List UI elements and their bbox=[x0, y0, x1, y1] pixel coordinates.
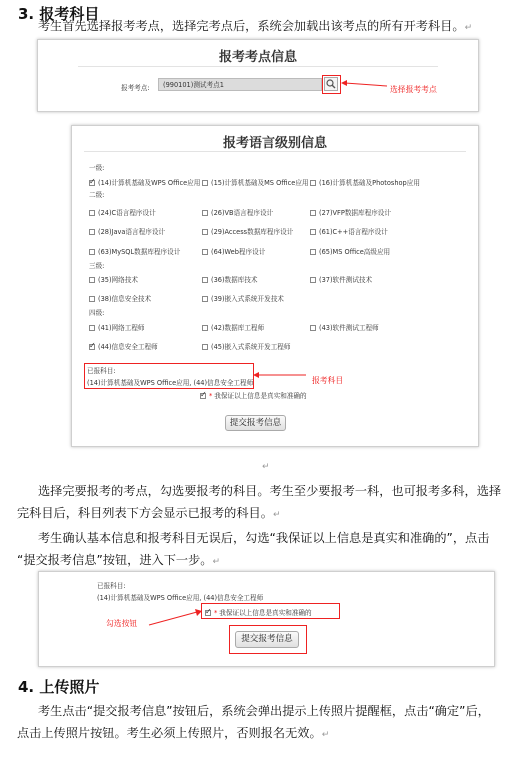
section-heading-4: 4. 上传照片 bbox=[18, 678, 100, 696]
paragraph-confirm-line2: “提交报考信息”按钮，进入下一步。↵ bbox=[17, 553, 220, 567]
panel-title: 报考语言级别信息 bbox=[222, 136, 327, 151]
subject-checkbox-29[interactable]: (29)Access数据库程序设计 bbox=[202, 226, 293, 236]
checkbox-icon[interactable] bbox=[89, 325, 95, 331]
intro-text: 考生首先选择报考考点，选择完考点后，系统会加载出该考点的所有开考科目。 bbox=[38, 19, 465, 33]
subject-checkbox-65[interactable]: (65)MS Office高级应用 bbox=[310, 246, 390, 256]
checkbox-icon[interactable] bbox=[310, 325, 316, 331]
subject-checkbox-35[interactable]: (35)网络技术 bbox=[89, 274, 138, 284]
checkbox-icon[interactable] bbox=[89, 229, 95, 235]
language-level-panel bbox=[71, 125, 479, 447]
subject-checkbox-37[interactable]: (37)软件测试技术 bbox=[310, 274, 372, 284]
paragraph-upload-line2: 点击上传照片按钮。考生必须上传照片，否则报名无效。↵ bbox=[17, 726, 330, 740]
highlight-box bbox=[229, 625, 307, 654]
checkbox-icon[interactable] bbox=[202, 180, 208, 186]
divider bbox=[78, 66, 438, 67]
checkbox-icon[interactable] bbox=[202, 249, 208, 255]
subject-checkbox-61[interactable]: (61)C++语言程序设计 bbox=[310, 226, 388, 236]
return-mark: ↵ bbox=[262, 462, 270, 472]
return-mark: ↵ bbox=[464, 23, 473, 33]
checkbox-checked-icon[interactable] bbox=[200, 393, 206, 399]
subject-checkbox-26[interactable]: (26)VB语言程序设计 bbox=[202, 207, 273, 217]
group-label-level1: 一级: bbox=[89, 164, 105, 172]
annotation-select-site: 选择报考考点 bbox=[390, 85, 437, 94]
subject-checkbox-63[interactable]: (63)MySQL数据库程序设计 bbox=[89, 246, 180, 256]
checkbox-icon[interactable] bbox=[89, 296, 95, 302]
subject-checkbox-64[interactable]: (64)Web程序设计 bbox=[202, 246, 265, 256]
selected-subjects-label: 已报科目: bbox=[97, 582, 126, 590]
return-mark: ↵ bbox=[272, 510, 281, 520]
checkbox-icon[interactable] bbox=[202, 344, 208, 350]
section-heading-3: 3. 报考科目 bbox=[18, 5, 100, 23]
exam-site-label: 报考考点: bbox=[121, 84, 150, 92]
subject-checkbox-28[interactable]: (28)Java语言程序设计 bbox=[89, 226, 165, 236]
return-mark: ↵ bbox=[212, 557, 220, 567]
highlight-box bbox=[201, 603, 340, 619]
confirm-checkbox-row[interactable]: ✓* 我保证以上信息是真实和准确的 bbox=[205, 607, 312, 617]
submit-button[interactable]: 提交报考信息 bbox=[235, 631, 299, 648]
arrow-icon bbox=[252, 371, 308, 379]
selected-subjects-text: (14)计算机基础及WPS Office应用, (44)信息安全工程师 bbox=[87, 379, 254, 387]
checkbox-checked-icon[interactable] bbox=[89, 344, 95, 350]
checkbox-icon[interactable] bbox=[202, 325, 208, 331]
exam-site-panel bbox=[37, 39, 479, 112]
subject-checkbox-27[interactable]: (27)VFP数据库程序设计 bbox=[310, 207, 391, 217]
checkbox-icon[interactable] bbox=[89, 210, 95, 216]
subject-checkbox-15[interactable]: (15)计算机基础及MS Office应用 bbox=[202, 177, 309, 187]
selected-subjects-label: 已报科目: bbox=[87, 367, 116, 375]
annotation-subjects: 报考科目 bbox=[312, 376, 344, 385]
annotation-checkbox: 勾选按钮 bbox=[106, 619, 138, 628]
checkbox-icon[interactable] bbox=[89, 249, 95, 255]
checkbox-icon[interactable] bbox=[202, 296, 208, 302]
exam-site-select[interactable]: (990101)测试考点1 bbox=[158, 78, 322, 91]
group-label-level4: 四级: bbox=[89, 309, 105, 317]
confirm-checkbox-row[interactable]: ✓* 我保证以上信息是真实和准确的 bbox=[200, 390, 307, 400]
checkbox-icon[interactable] bbox=[202, 210, 208, 216]
subject-checkbox-42[interactable]: (42)数据库工程师 bbox=[202, 322, 264, 332]
subject-checkbox-36[interactable]: (36)数据库技术 bbox=[202, 274, 258, 284]
checkbox-checked-icon[interactable] bbox=[89, 180, 95, 186]
paragraph-confirm-line1: 考生确认基本信息和报考科目无误后，勾选“我保证以上信息是真实和准确的”，点击 bbox=[38, 531, 490, 545]
group-label-level2: 二级: bbox=[89, 191, 105, 199]
checkbox-icon[interactable] bbox=[310, 277, 316, 283]
subject-checkbox-39[interactable]: (39)嵌入式系统开发技术 bbox=[202, 293, 284, 303]
arrow-icon bbox=[147, 608, 203, 628]
subject-checkbox-41[interactable]: (41)网络工程师 bbox=[89, 322, 145, 332]
checkbox-icon[interactable] bbox=[89, 277, 95, 283]
subject-checkbox-38[interactable]: (38)信息安全技术 bbox=[89, 293, 151, 303]
intro-paragraph bbox=[38, 14, 472, 40]
submit-zoom-panel bbox=[38, 571, 495, 667]
subject-checkbox-43[interactable]: (43)软件测试工程师 bbox=[310, 322, 379, 332]
paragraph-upload-line1: 考生点击“提交报考信息”按钮后，系统会弹出提示上传照片提醒框，点击“确定”后， bbox=[38, 704, 490, 718]
submit-button[interactable]: 提交报考信息 bbox=[225, 415, 286, 431]
group-label-level3: 三级: bbox=[89, 262, 105, 270]
divider bbox=[84, 151, 466, 152]
panel-title: 报考考点信息 bbox=[218, 50, 297, 65]
subject-checkbox-24[interactable]: (24)C语言程序设计 bbox=[89, 207, 156, 217]
subject-checkbox-16[interactable]: (16)计算机基础及Photoshop应用 bbox=[310, 177, 420, 187]
selected-subjects-text: (14)计算机基础及WPS Office应用, (44)信息安全工程师 bbox=[97, 594, 264, 602]
checkbox-icon[interactable] bbox=[202, 229, 208, 235]
return-mark: ↵ bbox=[321, 730, 330, 740]
checkbox-icon[interactable] bbox=[310, 210, 316, 216]
checkbox-icon[interactable] bbox=[310, 229, 316, 235]
checkbox-icon[interactable] bbox=[310, 249, 316, 255]
arrow-icon bbox=[339, 78, 389, 90]
subject-checkbox-45[interactable]: (45)嵌入式系统开发工程师 bbox=[202, 341, 290, 351]
paragraph-select-subjects-line1: 选择完要报考的考点，勾选要报考的科目。考生至少要报考一科，也可报考多科，选择 bbox=[38, 484, 502, 498]
checkbox-icon[interactable] bbox=[310, 180, 316, 186]
highlight-box bbox=[84, 363, 254, 389]
subject-checkbox-44[interactable]: ✓(44)信息安全工程师 bbox=[89, 341, 158, 351]
checkbox-icon[interactable] bbox=[202, 277, 208, 283]
paragraph-select-subjects-line2: 完科目后，科目列表下方会显示已报考的科目。↵ bbox=[17, 506, 281, 520]
subject-checkbox-14[interactable]: ✓(14)计算机基础及WPS Office应用 bbox=[89, 177, 200, 187]
